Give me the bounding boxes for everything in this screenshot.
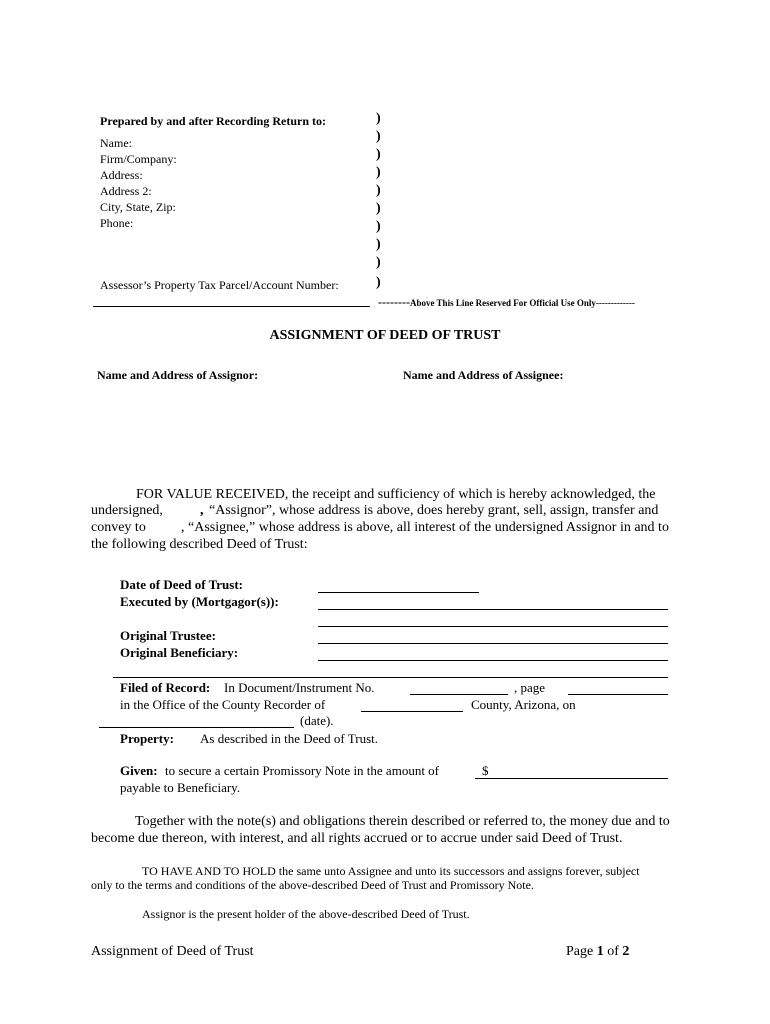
bracket-mark: )	[376, 275, 381, 290]
phone-label: Phone:	[100, 216, 134, 230]
assignor-heading: Name and Address of Assignor:	[97, 368, 259, 382]
bracket-mark: )	[376, 237, 381, 252]
county-arizona-text: County, Arizona, on	[471, 697, 576, 712]
consideration-line-1: FOR VALUE RECEIVED, the receipt and sufficiency of which is hereby acknowledged, the	[136, 487, 656, 502]
executed-by-blank-2[interactable]	[318, 626, 668, 627]
payable-text: payable to Beneficiary.	[120, 780, 241, 795]
page-indicator	[566, 944, 629, 960]
given-label: Given:	[120, 763, 158, 778]
habendum-line-2: only to the terms and conditions of the above-described Deed of Trust and Promissory Note.	[91, 878, 534, 892]
firm-label: Firm/Company:	[100, 152, 177, 166]
city-state-zip-label: City, State, Zip:	[100, 200, 176, 214]
of-word: of	[607, 944, 619, 959]
parcel-label: Assessor’s Property Tax Parcel/Account Number:	[100, 278, 339, 292]
document-title: ASSIGNMENT OF DEED OF TRUST	[269, 328, 501, 343]
bracket-mark: )	[376, 129, 381, 144]
date-text: (date).	[300, 713, 334, 728]
bracket-mark: )	[376, 147, 381, 162]
bracket-mark: )	[376, 165, 381, 180]
holder-statement: Assignor is the present holder of the above-described Deed of Trust.	[142, 907, 470, 921]
document-number-text: In Document/Instrument No.	[224, 680, 375, 695]
bracket-mark: )	[376, 183, 381, 198]
original-beneficiary-blank[interactable]	[318, 660, 668, 661]
consideration-line-3: , “Assignee,” whose address is above, all interest of the undersigned Assignor in and to	[181, 520, 669, 535]
county-blank[interactable]	[361, 711, 463, 712]
section-divider	[113, 677, 668, 678]
original-beneficiary-label: Original Beneficiary:	[120, 645, 239, 660]
recording-date-blank[interactable]	[99, 727, 294, 728]
header-separator-line	[93, 306, 370, 307]
date-of-deed-label: Date of Deed of Trust:	[120, 577, 243, 592]
given-text: to secure a certain Promissory Note in the amount of	[165, 763, 440, 778]
dollar-sign: $	[482, 763, 489, 778]
executed-by-blank[interactable]	[318, 609, 668, 610]
reserved-text: Above This Line Reserved For Official Use Only-------------	[409, 298, 635, 308]
name-label: Name:	[100, 136, 132, 150]
bracket-mark: )	[376, 255, 381, 270]
document-number-blank[interactable]	[410, 694, 508, 695]
undersigned-text: undersigned,	[91, 503, 163, 518]
assignor-comma: ,	[200, 503, 204, 518]
footer-title: Assignment of Deed of Trust	[91, 944, 254, 959]
bracket-mark: )	[376, 201, 381, 216]
page-text: , page	[514, 680, 546, 695]
address-label: Address:	[100, 168, 143, 182]
convey-to-text: convey to	[91, 520, 146, 535]
original-trustee-blank[interactable]	[318, 643, 668, 644]
consideration-line-4: the following described Deed of Trust:	[91, 537, 308, 552]
original-trustee-label: Original Trustee:	[120, 628, 216, 643]
county-recorder-text: in the Office of the County Recorder of	[120, 697, 326, 712]
note-amount-blank[interactable]	[475, 778, 668, 779]
reserved-dashes: --------	[378, 295, 410, 309]
reserved-notice	[378, 293, 635, 311]
together-line-1: Together with the note(s) and obligations therein described or referred to, the money due and to	[135, 814, 670, 829]
together-line-2: become due thereon, with interest, and all rights accrued or to accrue under said Deed of Trust.	[91, 831, 623, 846]
executed-by-label: Executed by (Mortgagor(s)):	[120, 594, 279, 609]
date-of-deed-blank[interactable]	[318, 592, 479, 593]
bracket-mark: )	[376, 219, 381, 234]
property-text: As described in the Deed of Trust.	[200, 731, 379, 746]
page-word: Page	[566, 944, 594, 959]
prepared-by-heading: Prepared by and after Recording Return to:	[100, 114, 326, 128]
page-current: 1	[596, 944, 604, 959]
filed-of-record-label: Filed of Record:	[120, 680, 211, 695]
bracket-mark: )	[376, 111, 381, 126]
assignee-heading: Name and Address of Assignee:	[403, 368, 564, 382]
address2-label: Address 2:	[100, 184, 152, 198]
property-label: Property:	[120, 731, 174, 746]
page-total: 2	[622, 944, 630, 959]
consideration-line-2: “Assignor”, whose address is above, does hereby grant, sell, assign, transfer and	[209, 503, 659, 518]
page-number-blank[interactable]	[568, 694, 668, 695]
habendum-line-1: TO HAVE AND TO HOLD the same unto Assignee and unto its successors and assigns forever, subject	[142, 864, 640, 878]
